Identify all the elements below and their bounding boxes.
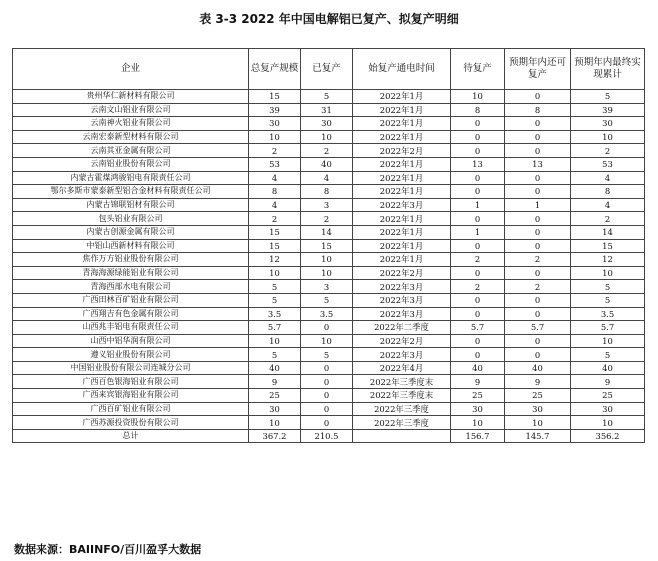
total-capacity-cell: 15 <box>249 239 301 253</box>
pending-cell: 9 <box>451 375 505 389</box>
table-row <box>13 253 645 267</box>
expected-restart-cell: 0 <box>505 90 571 104</box>
total-capacity-cell: 30 <box>249 402 301 416</box>
start-time-cell: 2022年2月 <box>353 266 451 280</box>
restarted-cell: 0 <box>301 402 353 416</box>
total-capacity-cell: 4 <box>249 198 301 212</box>
company-cell: 贵州华仁新材料有限公司 <box>13 90 249 104</box>
total-capacity-cell: 39 <box>249 103 301 117</box>
expected-restart-cell: 2 <box>505 253 571 267</box>
restarted-cell: 0 <box>301 375 353 389</box>
company-cell: 焦作万方铝业股份有限公司 <box>13 253 249 267</box>
col-header-pending: 待复产 <box>451 49 505 90</box>
company-cell: 广西田林百矿铝业有限公司 <box>13 293 249 307</box>
total-capacity-cell: 5 <box>249 348 301 362</box>
expected-cumulative-cell: 5 <box>571 90 645 104</box>
expected-restart-cell: 0 <box>505 117 571 131</box>
expected-cumulative-cell: 10 <box>571 334 645 348</box>
expected-restart-cell: 0 <box>505 130 571 144</box>
table-row <box>13 375 645 389</box>
start-time-cell: 2022年1月 <box>353 130 451 144</box>
company-cell: 遵义铝业股份有限公司 <box>13 348 249 362</box>
col-header-total-capacity: 总复产规模 <box>249 49 301 90</box>
total-capacity-cell: 5.7 <box>249 321 301 335</box>
table-row <box>13 130 645 144</box>
restarted-cell: 8 <box>301 185 353 199</box>
expected-restart-cell: 0 <box>505 348 571 362</box>
company-cell: 内蒙古创源金属有限公司 <box>13 225 249 239</box>
expected-cumulative-cell: 25 <box>571 389 645 403</box>
col-header-start-time: 始复产通电时间 <box>353 49 451 90</box>
expected-restart-cell: 0 <box>505 239 571 253</box>
start-time-cell: 2022年1月 <box>353 103 451 117</box>
company-cell: 云南文山铝业有限公司 <box>13 103 249 117</box>
expected-cumulative-cell: 4 <box>571 198 645 212</box>
start-time-cell: 2022年3月 <box>353 198 451 212</box>
total-expected-cumulative: 356.2 <box>571 429 645 443</box>
pending-cell: 13 <box>451 157 505 171</box>
pending-cell: 0 <box>451 212 505 226</box>
total-label: 总计 <box>13 429 249 443</box>
expected-restart-cell: 0 <box>505 212 571 226</box>
company-cell: 云南铝业股份有限公司 <box>13 157 249 171</box>
table-row <box>13 185 645 199</box>
total-capacity-cell: 30 <box>249 117 301 131</box>
expected-cumulative-cell: 3.5 <box>571 307 645 321</box>
restarted-cell: 10 <box>301 130 353 144</box>
table-row <box>13 266 645 280</box>
restarted-cell: 0 <box>301 389 353 403</box>
expected-cumulative-cell: 30 <box>571 402 645 416</box>
expected-cumulative-cell: 2 <box>571 212 645 226</box>
pending-cell: 30 <box>451 402 505 416</box>
start-time-cell: 2022年三季度末 <box>353 375 451 389</box>
pending-cell: 1 <box>451 225 505 239</box>
company-cell: 中铝山西新材料有限公司 <box>13 239 249 253</box>
total-capacity-cell: 10 <box>249 416 301 430</box>
restarted-cell: 10 <box>301 334 353 348</box>
pending-cell: 2 <box>451 253 505 267</box>
total-capacity-cell: 3.5 <box>249 307 301 321</box>
col-header-expected-cumulative: 预期年内最终实现累计 <box>571 49 645 90</box>
start-time-cell: 2022年1月 <box>353 212 451 226</box>
expected-cumulative-cell: 10 <box>571 416 645 430</box>
total-capacity: 367.2 <box>249 429 301 443</box>
expected-restart-cell: 0 <box>505 334 571 348</box>
total-capacity-cell: 8 <box>249 185 301 199</box>
col-header-restarted: 已复产 <box>301 49 353 90</box>
pending-cell: 0 <box>451 348 505 362</box>
total-capacity-cell: 10 <box>249 266 301 280</box>
restarted-cell: 40 <box>301 157 353 171</box>
expected-cumulative-cell: 14 <box>571 225 645 239</box>
pending-cell: 5.7 <box>451 321 505 335</box>
expected-restart-cell: 40 <box>505 361 571 375</box>
expected-restart-cell: 5.7 <box>505 321 571 335</box>
start-time-cell: 2022年1月 <box>353 90 451 104</box>
company-cell: 包头铝业有限公司 <box>13 212 249 226</box>
start-time-cell: 2022年三季度末 <box>353 389 451 403</box>
company-cell: 中国铝业股份有限公司连城分公司 <box>13 361 249 375</box>
table-row <box>13 225 645 239</box>
table-row <box>13 307 645 321</box>
pending-cell: 0 <box>451 266 505 280</box>
expected-cumulative-cell: 5 <box>571 348 645 362</box>
expected-restart-cell: 0 <box>505 293 571 307</box>
restarted-cell: 2 <box>301 144 353 158</box>
start-time-cell: 2022年二季度 <box>353 321 451 335</box>
company-cell: 青海海源绿能铝业有限公司 <box>13 266 249 280</box>
restarted-cell: 2 <box>301 212 353 226</box>
expected-cumulative-cell: 15 <box>571 239 645 253</box>
expected-restart-cell: 10 <box>505 416 571 430</box>
table-row <box>13 416 645 430</box>
company-cell: 广西苏源投资股份有限公司 <box>13 416 249 430</box>
table-row <box>13 321 645 335</box>
start-time-cell: 2022年三季度 <box>353 416 451 430</box>
restarted-cell: 5 <box>301 293 353 307</box>
restarted-cell: 31 <box>301 103 353 117</box>
pending-cell: 0 <box>451 334 505 348</box>
total-capacity-cell: 4 <box>249 171 301 185</box>
pending-cell: 40 <box>451 361 505 375</box>
table-row <box>13 144 645 158</box>
company-cell: 青海西部水电有限公司 <box>13 280 249 294</box>
pending-cell: 0 <box>451 239 505 253</box>
total-capacity-cell: 15 <box>249 225 301 239</box>
total-row <box>13 429 645 443</box>
start-time-cell: 2022年3月 <box>353 280 451 294</box>
col-header-expected-restart: 预期年内还可复产 <box>505 49 571 90</box>
expected-cumulative-cell: 9 <box>571 375 645 389</box>
expected-cumulative-cell: 5 <box>571 280 645 294</box>
expected-cumulative-cell: 5.7 <box>571 321 645 335</box>
pending-cell: 2 <box>451 280 505 294</box>
total-capacity-cell: 10 <box>249 334 301 348</box>
company-cell: 广西百矿铝业有限公司 <box>13 402 249 416</box>
company-cell: 内蒙古锦联铝材有限公司 <box>13 198 249 212</box>
start-time-cell: 2022年1月 <box>353 171 451 185</box>
table-row <box>13 212 645 226</box>
company-cell: 云南神火铝业有限公司 <box>13 117 249 131</box>
start-time-cell: 2022年三季度 <box>353 402 451 416</box>
start-time-cell: 2022年3月 <box>353 307 451 321</box>
expected-restart-cell: 0 <box>505 307 571 321</box>
table-row <box>13 117 645 131</box>
expected-cumulative-cell: 12 <box>571 253 645 267</box>
start-time-cell: 2022年2月 <box>353 144 451 158</box>
restarted-cell: 10 <box>301 253 353 267</box>
start-time-cell: 2022年1月 <box>353 185 451 199</box>
total-capacity-cell: 53 <box>249 157 301 171</box>
expected-cumulative-cell: 5 <box>571 293 645 307</box>
company-cell: 广西百色银海铝业有限公司 <box>13 375 249 389</box>
pending-cell: 0 <box>451 185 505 199</box>
expected-cumulative-cell: 30 <box>571 117 645 131</box>
company-cell: 广西翔吉有色金属有限公司 <box>13 307 249 321</box>
pending-cell: 25 <box>451 389 505 403</box>
company-cell: 云南宏泰新型材料有限公司 <box>13 130 249 144</box>
total-capacity-cell: 10 <box>249 130 301 144</box>
expected-restart-cell: 13 <box>505 157 571 171</box>
table-row <box>13 239 645 253</box>
expected-restart-cell: 0 <box>505 266 571 280</box>
table-row <box>13 361 645 375</box>
expected-cumulative-cell: 8 <box>571 185 645 199</box>
table-row <box>13 157 645 171</box>
company-cell: 山西中铝华润有限公司 <box>13 334 249 348</box>
company-cell: 山西兆丰铝电有限责任公司 <box>13 321 249 335</box>
expected-restart-cell: 2 <box>505 280 571 294</box>
total-capacity-cell: 5 <box>249 293 301 307</box>
expected-restart-cell: 8 <box>505 103 571 117</box>
total-capacity-cell: 25 <box>249 389 301 403</box>
pending-cell: 10 <box>451 90 505 104</box>
restarted-cell: 14 <box>301 225 353 239</box>
expected-cumulative-cell: 53 <box>571 157 645 171</box>
start-time-cell: 2022年3月 <box>353 293 451 307</box>
pending-cell: 0 <box>451 307 505 321</box>
total-expected-restart: 145.7 <box>505 429 571 443</box>
pending-cell: 0 <box>451 130 505 144</box>
total-capacity-cell: 2 <box>249 144 301 158</box>
table-row <box>13 90 645 104</box>
start-time-cell: 2022年1月 <box>353 253 451 267</box>
table-title: 表 3-3 2022 年中国电解铝已复产、拟复产明细 <box>199 12 459 26</box>
start-time-cell: 2022年3月 <box>353 348 451 362</box>
restarted-cell: 15 <box>301 239 353 253</box>
restart-capacity-table <box>12 48 645 443</box>
table-row <box>13 334 645 348</box>
table-row <box>13 198 645 212</box>
start-time-cell: 2022年4月 <box>353 361 451 375</box>
table-row <box>13 280 645 294</box>
restarted-cell: 5 <box>301 348 353 362</box>
restarted-cell: 0 <box>301 321 353 335</box>
total-pending: 156.7 <box>451 429 505 443</box>
restarted-cell: 3 <box>301 198 353 212</box>
expected-restart-cell: 9 <box>505 375 571 389</box>
start-time-cell: 2022年2月 <box>353 334 451 348</box>
table-row <box>13 389 645 403</box>
expected-restart-cell: 30 <box>505 402 571 416</box>
header-row <box>13 49 645 90</box>
pending-cell: 0 <box>451 293 505 307</box>
restarted-cell: 5 <box>301 90 353 104</box>
table-row <box>13 171 645 185</box>
pending-cell: 1 <box>451 198 505 212</box>
start-time-cell: 2022年1月 <box>353 239 451 253</box>
expected-restart-cell: 0 <box>505 225 571 239</box>
col-header-company: 企业 <box>13 49 249 90</box>
expected-restart-cell: 25 <box>505 389 571 403</box>
restarted-cell: 3 <box>301 280 353 294</box>
total-start-time <box>353 429 451 443</box>
company-cell: 鄂尔多斯市蒙泰新型铝合金材料有限责任公司 <box>13 185 249 199</box>
expected-cumulative-cell: 10 <box>571 130 645 144</box>
company-cell: 云南其亚金属有限公司 <box>13 144 249 158</box>
start-time-cell: 2022年1月 <box>353 117 451 131</box>
pending-cell: 10 <box>451 416 505 430</box>
table-row <box>13 103 645 117</box>
expected-cumulative-cell: 2 <box>571 144 645 158</box>
restarted-cell: 0 <box>301 416 353 430</box>
start-time-cell: 2022年1月 <box>353 157 451 171</box>
pending-cell: 0 <box>451 171 505 185</box>
expected-cumulative-cell: 10 <box>571 266 645 280</box>
expected-cumulative-cell: 40 <box>571 361 645 375</box>
expected-restart-cell: 0 <box>505 185 571 199</box>
restarted-cell: 3.5 <box>301 307 353 321</box>
data-source-note: 数据来源：BAIINFO/百川盈孚大数据 <box>14 543 202 556</box>
expected-cumulative-cell: 39 <box>571 103 645 117</box>
table-row <box>13 348 645 362</box>
restarted-cell: 0 <box>301 361 353 375</box>
pending-cell: 8 <box>451 103 505 117</box>
restarted-cell: 4 <box>301 171 353 185</box>
total-capacity-cell: 15 <box>249 90 301 104</box>
pending-cell: 0 <box>451 117 505 131</box>
table-row <box>13 293 645 307</box>
total-capacity-cell: 12 <box>249 253 301 267</box>
total-capacity-cell: 5 <box>249 280 301 294</box>
expected-restart-cell: 0 <box>505 144 571 158</box>
pending-cell: 0 <box>451 144 505 158</box>
expected-cumulative-cell: 4 <box>571 171 645 185</box>
expected-restart-cell: 0 <box>505 171 571 185</box>
restarted-cell: 10 <box>301 266 353 280</box>
total-capacity-cell: 2 <box>249 212 301 226</box>
table-row <box>13 402 645 416</box>
restarted-cell: 30 <box>301 117 353 131</box>
company-cell: 内蒙古霍煤鸿骏铝电有限责任公司 <box>13 171 249 185</box>
expected-restart-cell: 1 <box>505 198 571 212</box>
company-cell: 广西来宾银海铝业有限公司 <box>13 389 249 403</box>
total-restarted: 210.5 <box>301 429 353 443</box>
total-capacity-cell: 9 <box>249 375 301 389</box>
total-capacity-cell: 40 <box>249 361 301 375</box>
start-time-cell: 2022年1月 <box>353 225 451 239</box>
